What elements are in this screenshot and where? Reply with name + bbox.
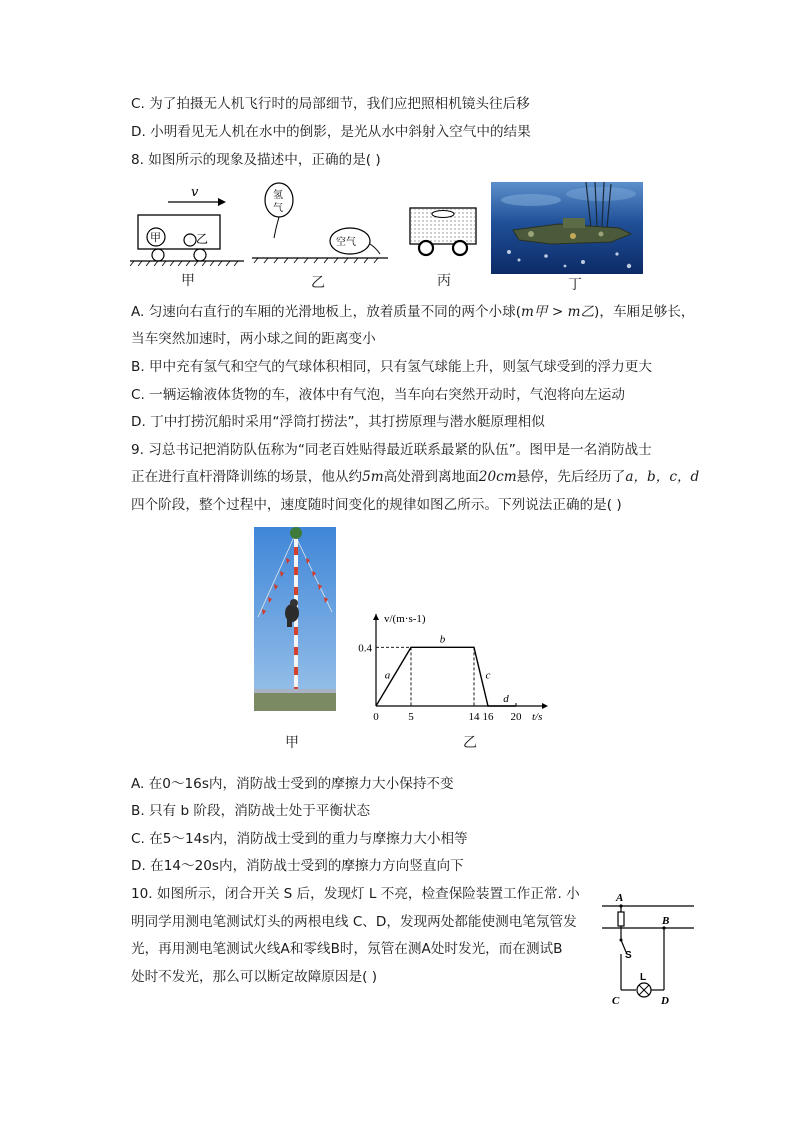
- segment-label-a: a: [384, 669, 391, 682]
- x-tick-label: 14: [468, 711, 480, 723]
- q9-caption-jia: 甲: [285, 735, 299, 751]
- caption-jia: 甲: [181, 273, 195, 289]
- q7-option-d: D. 小明看见无人机在水中的倒影，是光从水中斜射入空气中的结果: [131, 124, 531, 140]
- q8-figure-bing: [406, 200, 482, 262]
- ball-jia-label: 甲: [150, 231, 161, 244]
- balloon-qi-char: 气: [273, 203, 283, 214]
- lamp-l-label: L: [640, 972, 647, 983]
- caption-bing: 丙: [437, 273, 451, 289]
- q8-option-d: D. 丁中打捞沉船时采用“浮筒打捞法”，其打捞原理与潜水艇原理相似: [131, 414, 545, 430]
- q9-figure-jia-photo: [254, 527, 336, 711]
- x-axis-label: t/s: [532, 711, 543, 723]
- segment-label-b: b: [439, 633, 446, 646]
- node-d-label: D: [661, 995, 669, 1006]
- mass-inequality: m甲 > m乙: [521, 304, 595, 320]
- node-b-label: B: [662, 915, 670, 927]
- q9-caption-yi: 乙: [463, 735, 477, 751]
- caption-ding: 丁: [568, 277, 582, 293]
- y-tick-label: 0.4: [358, 642, 372, 655]
- q7-option-c: C. 为了拍摄无人机飞行时的局部细节，我们应把照相机镜头往后移: [131, 96, 530, 112]
- x-tick-label: 16: [482, 711, 494, 723]
- q9-option-d: D. 在14～20s内，消防战士受到的摩擦力方向竖直向下: [131, 858, 464, 874]
- segment-label-c: c: [485, 669, 491, 682]
- q8-figure-jia: [128, 180, 248, 268]
- q8-option-a-line1: A. 匀速向右直行的车厢的光滑地板上，放着质量不同的两个小球(m甲 > m乙)，车厢足够长，: [131, 304, 695, 320]
- balloon-qing-char: 氢: [273, 190, 283, 201]
- node-a-label: A: [616, 892, 624, 904]
- q10-circuit-diagram: [600, 888, 696, 1006]
- x-tick-label: 20: [510, 711, 522, 723]
- node-c-label: C: [612, 995, 620, 1006]
- q8-figure-yi: [252, 182, 392, 268]
- q9-option-b: B. 只有 b 阶段，消防战士处于平衡状态: [131, 803, 371, 819]
- y-axis-arrow: [373, 614, 379, 620]
- q10-stem-line3: 光，再用测电笔测试火线A和零线B时，氖管在测A处时发光，而在测试B: [131, 941, 563, 957]
- q8-figure-ding-photo: [491, 182, 643, 274]
- q9-option-a: A. 在0～16s内，消防战士受到的摩擦力大小保持不变: [131, 776, 454, 792]
- q8-stem: 8. 如图所示的现象及描述中，正确的是( ): [131, 152, 381, 168]
- q10-stem-line4: 处时不发光，那么可以断定故障原因是( ): [131, 969, 378, 985]
- q9-option-c: C. 在5～14s内，消防战士受到的重力与摩擦力大小相等: [131, 831, 468, 847]
- x-tick-label: 5: [408, 711, 414, 723]
- y-axis-label: v/(m·s-1): [384, 613, 426, 625]
- q9-stem-line1: 9. 习总书记把消防队伍称为“同老百姓贴得最近联系最紧的队伍”。图甲是一名消防战士: [131, 442, 652, 458]
- q9-vt-chart: [352, 604, 548, 726]
- q9-stem-line3: 四个阶段，整个过程中，速度随时间变化的规律如图乙所示。下列说法正确的是( ): [131, 497, 622, 513]
- balloon-air-label: 空气: [336, 237, 356, 248]
- q8-option-a-line2: 当车突然加速时，两小球之间的距离变小: [131, 331, 376, 347]
- q8-option-b: B. 甲中充有氢气和空气的气球体积相同，只有氢气球能上升，则氢气球受到的浮力更大: [131, 359, 652, 375]
- segment-label-d: d: [503, 693, 509, 705]
- caption-yi: 乙: [311, 275, 325, 291]
- q10-stem-line1: 10. 如图所示，闭合开关 S 后，发现灯 L 不亮，检查保险装置工作正常. 小: [131, 886, 580, 902]
- q9-stem-line2: 正在进行直杆滑降训练的场景，他从约5m高处滑到离地面20cm悬停，先后经历了a，b，c，d: [131, 469, 700, 485]
- velocity-label: v: [191, 185, 199, 200]
- q10-stem-line2: 明同学用测电笔测试灯头的两根电线 C、D，发现两处都能使测电笔氖管发: [131, 914, 577, 930]
- x-axis-arrow: [542, 703, 548, 709]
- q8-option-c: C. 一辆运输液体货物的车，液体中有气泡，当车向右突然开动时，气泡将向左运动: [131, 387, 625, 403]
- x-tick-label: 0: [373, 711, 379, 723]
- velocity-series-line: [376, 647, 516, 706]
- ball-yi-label: 乙: [196, 232, 209, 246]
- switch-s-label: S: [625, 950, 632, 961]
